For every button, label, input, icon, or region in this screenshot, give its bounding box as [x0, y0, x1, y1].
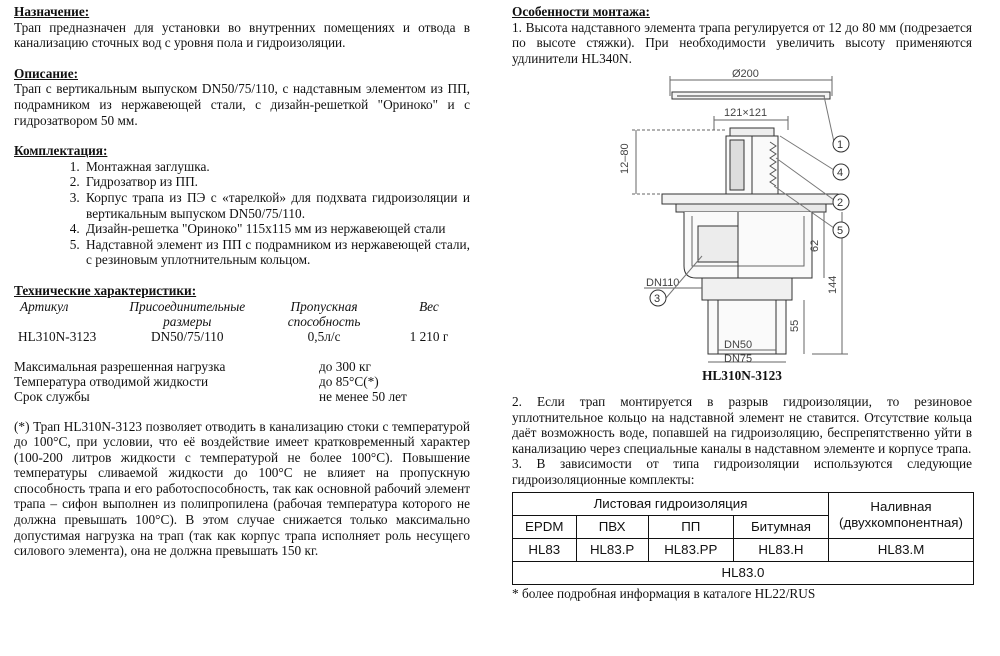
install-note-3: 3. В зависимости от типа гидроизоляции используются следующие гидроизоляционные комплекты:: [512, 456, 972, 487]
kit-list: [14, 159, 470, 268]
kit-item: 4. Дизайн-решетка "Ориноко" 115х115 мм из нержавеющей стали: [83, 221, 470, 237]
kits-type: Битумная: [733, 515, 828, 538]
dim-62-label: 62: [809, 240, 821, 253]
kits-type: ПП: [648, 515, 733, 538]
dim-top-label: Ø200: [732, 68, 759, 81]
kits-common-code: HL83.0: [513, 561, 974, 584]
kits-type: ПВХ: [576, 515, 648, 538]
dn110-label: DN110: [646, 277, 680, 290]
catalog-note: * более подробная информация в каталоге HL22/RUS: [512, 585, 816, 601]
callout-5: 5: [837, 225, 844, 238]
specs-header-article: Артикул: [20, 298, 69, 314]
waterproofing-kits-table: [512, 492, 974, 585]
kits-sheet-header: Листовая гидроизоляция: [513, 492, 829, 515]
specs-table: [14, 299, 470, 344]
limit-value: до 85°С(*): [319, 373, 379, 389]
kit-heading: Комплектация:: [14, 143, 108, 159]
dn50-label: DN50: [724, 339, 753, 352]
temperature-footnote: (*) Трап HL310N-3123 позволяет отводить в канализацию стоки с температурой до 100°С, при условии, что её воздействие имеет кратковременный характер (100-200 литров жидкости с температурой не более 100°С). Повышение температуры сливаемой жидкости до 100°С не влияет на пропускную способность трапа и его работоспособность, так как основной рабочий элемент трапа – сифон выполнен из полипропилена (рабочая температура которого не должна превышать 100°С). В этом случае снижается только максимально допустимая нагрузка на трап (так как корпус трапа исполняет роль несущего силового элемента), она не должна превышать 150 кг.: [14, 418, 470, 559]
install-note-1: 1. Высота надставного элемента трапа регулируется от 12 до 80 мм (подрезается по высоте стяжки). При необходимости увеличить высоту применяются удлинители HL340N.: [512, 19, 972, 66]
limit-label: Температура отводимой жидкости: [14, 373, 209, 389]
purpose-heading: Назначение:: [14, 4, 90, 19]
kit-item: 2. Гидрозатвор из ПП.: [83, 174, 470, 190]
callout-3: 3: [654, 293, 661, 306]
limit-value: не менее 50 лет: [319, 388, 407, 404]
description-heading: Описание:: [14, 65, 79, 81]
specs-header-sizes: Присоединительные размеры: [129, 298, 246, 329]
limit-value: до 300 кг: [319, 358, 371, 374]
drain-diagram: [512, 66, 972, 366]
dim-55-label: 55: [789, 320, 801, 333]
dim-height-label: 12–80: [619, 143, 631, 175]
diagram-caption: HL310N-3123: [702, 368, 782, 384]
callout-1: 1: [837, 139, 844, 152]
specs-weight: 1 210 г: [409, 328, 449, 344]
install-note-2: 2. Если трап монтируется в разрыв гидроизоляции, то резиновое уплотнительное кольцо на надставной элемент не ставится. Отсутствие кольца даёт возможность воде, попавшей на гидроизоляцию, беспрепятственно уйти в канализацию через специальные каналы в надставном элементе и корпусе трапа.: [512, 393, 972, 456]
dim-144-label: 144: [827, 276, 839, 295]
kit-item: 3. Корпус трапа из ПЭ с «тарелкой» для подхвата гидроизоляции и вертикальным выпуском DN50/75/110.: [83, 190, 470, 221]
callout-4: 4: [837, 167, 844, 180]
dn75-label: DN75: [724, 353, 753, 366]
limit-label: Срок службы: [14, 388, 90, 404]
description-text: Трап с вертикальным выпуском DN50/75/110, с надставным элементом из ПП, подрамником из нержавеющей стали, с дизайн-решеткой "Ориноко" и с гидрозатвором 50 мм.: [14, 81, 470, 128]
specs-sizes: DN50/75/110: [150, 328, 224, 344]
specs-article: HL310N-3123: [18, 328, 97, 344]
drain-drawing: [512, 66, 972, 366]
kits-code: HL83.H: [733, 538, 828, 561]
kit-item: 5. Надставной элемент из ПП с подрамником из нержавеющей стали, с резиновым уплотнительным кольцом.: [83, 237, 470, 268]
dim-grate-label: 121×121: [724, 107, 768, 120]
kits-code: HL83.PP: [648, 538, 733, 561]
kits-code: HL83: [513, 538, 577, 561]
specs-heading: Технические характеристики:: [14, 282, 197, 298]
kits-code: HL83.P: [576, 538, 648, 561]
install-heading: Особенности монтажа:: [512, 4, 650, 19]
kits-type: EPDM: [513, 515, 577, 538]
specs-header-weight: Вес: [419, 298, 439, 314]
kits-liquid-header: Наливная (двухкомпонентная): [829, 492, 974, 538]
specs-header-capacity: Пропускная способность: [287, 298, 361, 329]
right-column: [512, 4, 972, 601]
callout-2: 2: [837, 197, 844, 210]
limit-label: Максимальная разрешенная нагрузка: [14, 358, 226, 374]
left-column: [14, 4, 470, 559]
kit-item: 1. Монтажная заглушка.: [83, 159, 470, 175]
specs-capacity: 0,5л/с: [307, 328, 341, 344]
kits-liquid-code: HL83.M: [829, 538, 974, 561]
limits-table: [14, 359, 470, 404]
purpose-text: Трап предназначен для установки во внутренних помещениях и отвода в канализацию сточных вод с уровня пола и гидроизоляции.: [14, 19, 470, 51]
